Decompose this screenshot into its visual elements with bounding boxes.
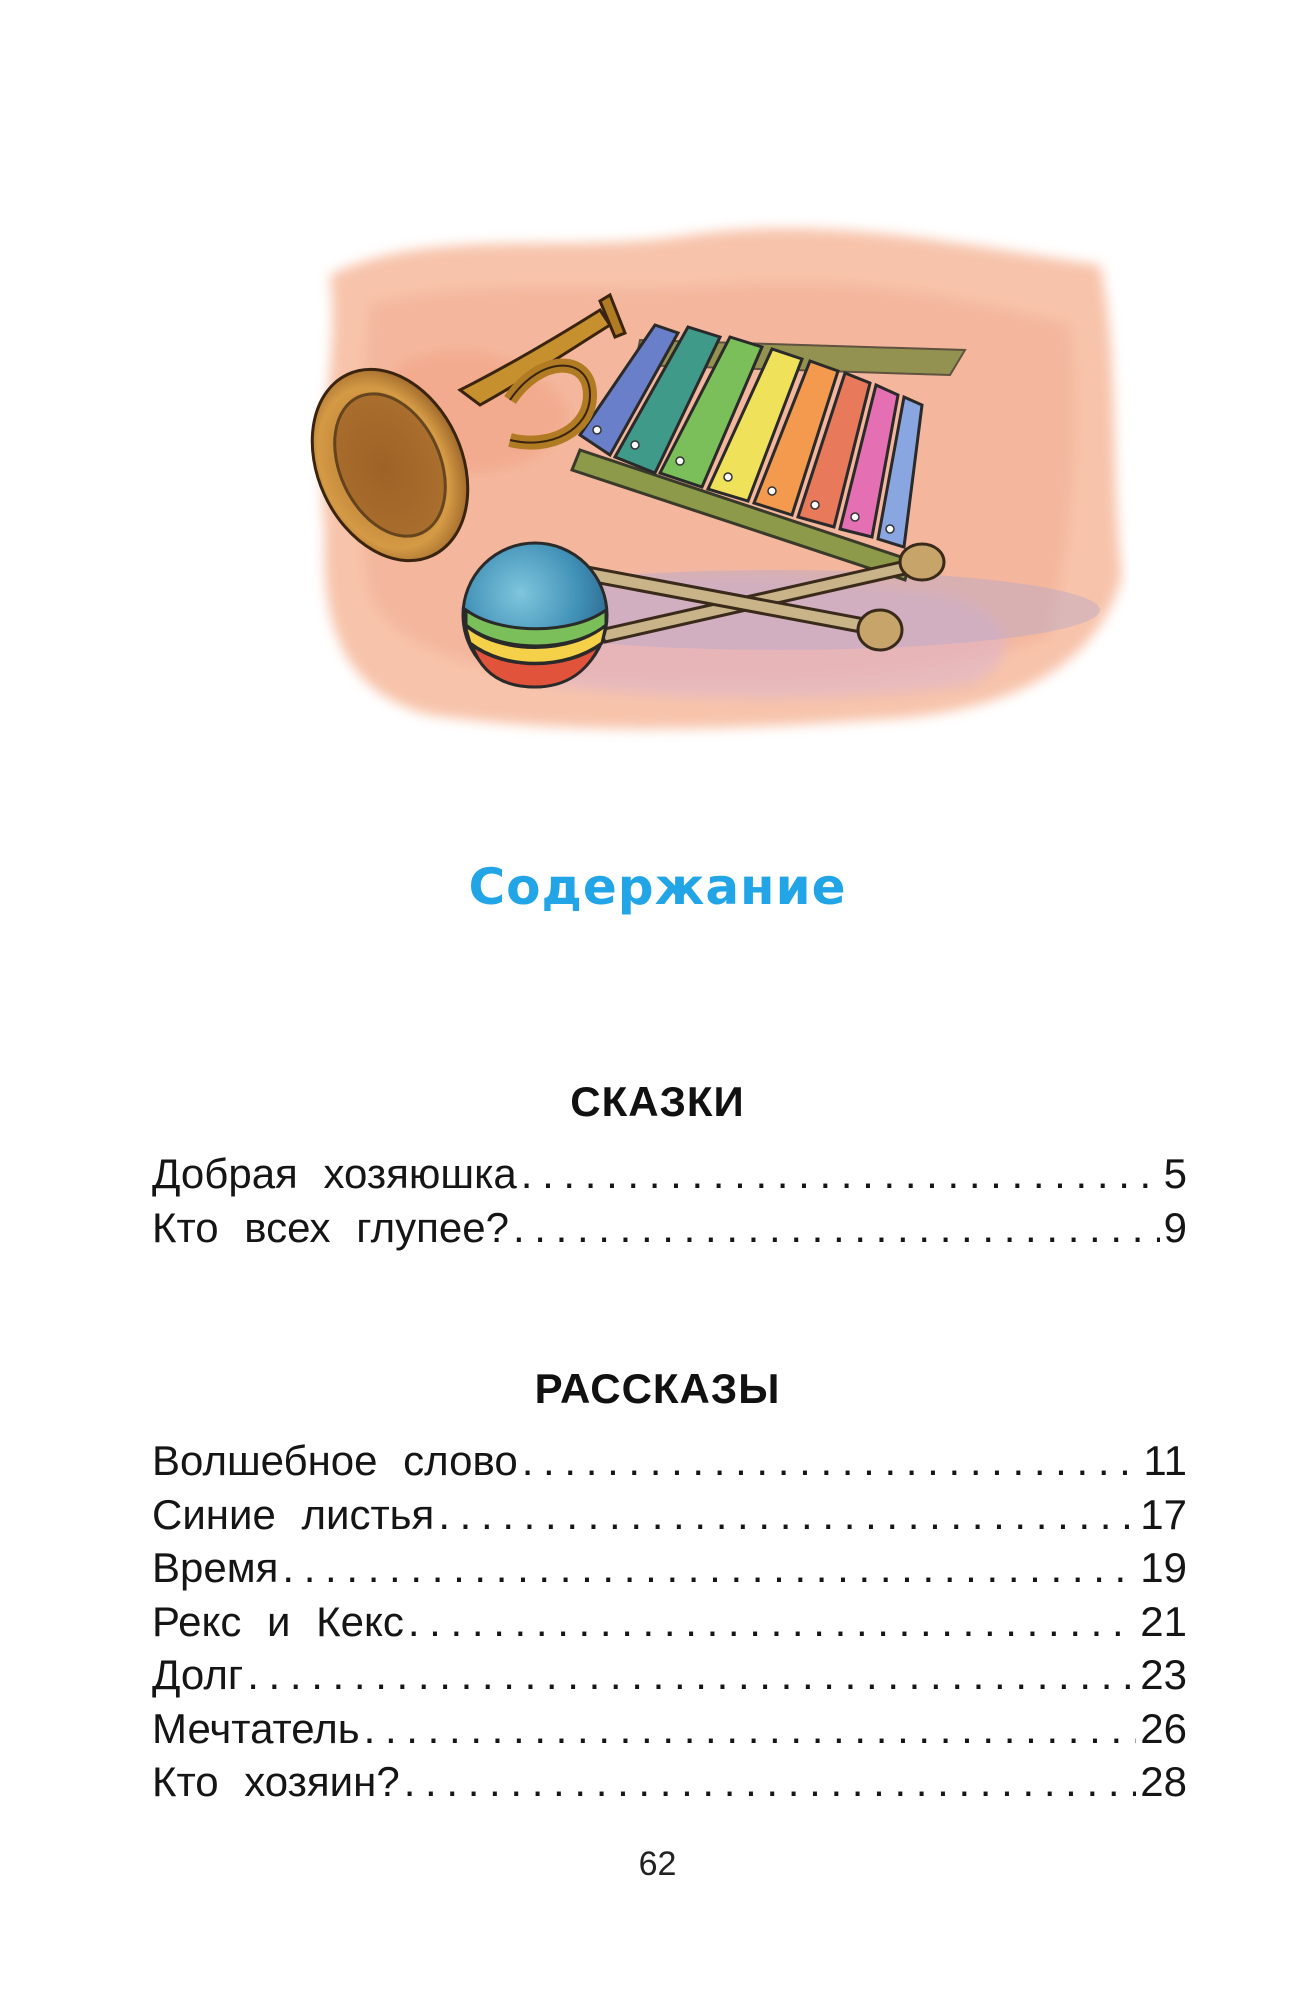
toc-entry[interactable]: [152, 1705, 1187, 1759]
toc-entry-page: 28: [1140, 1758, 1187, 1805]
toc-entry[interactable]: [152, 1437, 1187, 1491]
toc-entry-label: Долг: [152, 1651, 244, 1698]
section-title-stories: РАССКАЗЫ: [534, 1365, 781, 1412]
toc-list-fairy-tales: [152, 1150, 1187, 1257]
section-title-fairy-tales: СКАЗКИ: [570, 1078, 745, 1125]
dot-leader: [404, 1758, 1137, 1806]
toc-entry[interactable]: [152, 1598, 1187, 1652]
toc-entry-label: Добрая хозяюшка: [152, 1150, 517, 1197]
toc-entry-label: Кто хозяин?: [152, 1758, 400, 1805]
toc-entry[interactable]: [152, 1204, 1187, 1258]
toc-entry-page: 17: [1140, 1490, 1187, 1538]
toc-entry-label: Кто всех глупее?: [152, 1203, 509, 1251]
toc-list-stories: [152, 1437, 1187, 1812]
dot-leader: [522, 1437, 1140, 1485]
toc-entry-page: 11: [1143, 1437, 1187, 1484]
toc-entry[interactable]: [152, 1544, 1187, 1598]
xylophone-trumpet-ball-icon: [310, 215, 1130, 755]
toc-entry[interactable]: [152, 1491, 1187, 1545]
dot-leader: [438, 1491, 1136, 1539]
dot-leader: [521, 1150, 1160, 1198]
toc-entry[interactable]: [152, 1758, 1187, 1812]
dot-leader: [364, 1705, 1137, 1753]
dot-leader: [247, 1651, 1136, 1699]
toc-entry-label: Синие листья: [152, 1490, 435, 1538]
dot-leader: [282, 1544, 1136, 1592]
toc-entry-page: 19: [1140, 1544, 1187, 1591]
toc-entry-page: 23: [1140, 1651, 1187, 1698]
toc-entry-page: 21: [1140, 1597, 1187, 1645]
musical-toys-illustration: [310, 215, 1130, 755]
dot-leader: [408, 1598, 1136, 1646]
toc-entry-label: Рекс и Кекс: [152, 1597, 404, 1645]
toc-entry-label: Мечтатель: [152, 1704, 360, 1752]
toc-entry[interactable]: [152, 1150, 1187, 1204]
page-title: Содержание: [468, 858, 847, 916]
toc-entry[interactable]: [152, 1651, 1187, 1705]
toc-entry-label: Время: [152, 1544, 279, 1591]
toc-entry-page: 5: [1163, 1150, 1187, 1197]
toc-entry-page: 26: [1140, 1704, 1187, 1752]
toc-entry-label: Волшебное слово: [152, 1437, 518, 1484]
page-number: 62: [638, 1845, 677, 1883]
toc-entry-page: 9: [1163, 1203, 1187, 1251]
dot-leader: [513, 1204, 1160, 1252]
